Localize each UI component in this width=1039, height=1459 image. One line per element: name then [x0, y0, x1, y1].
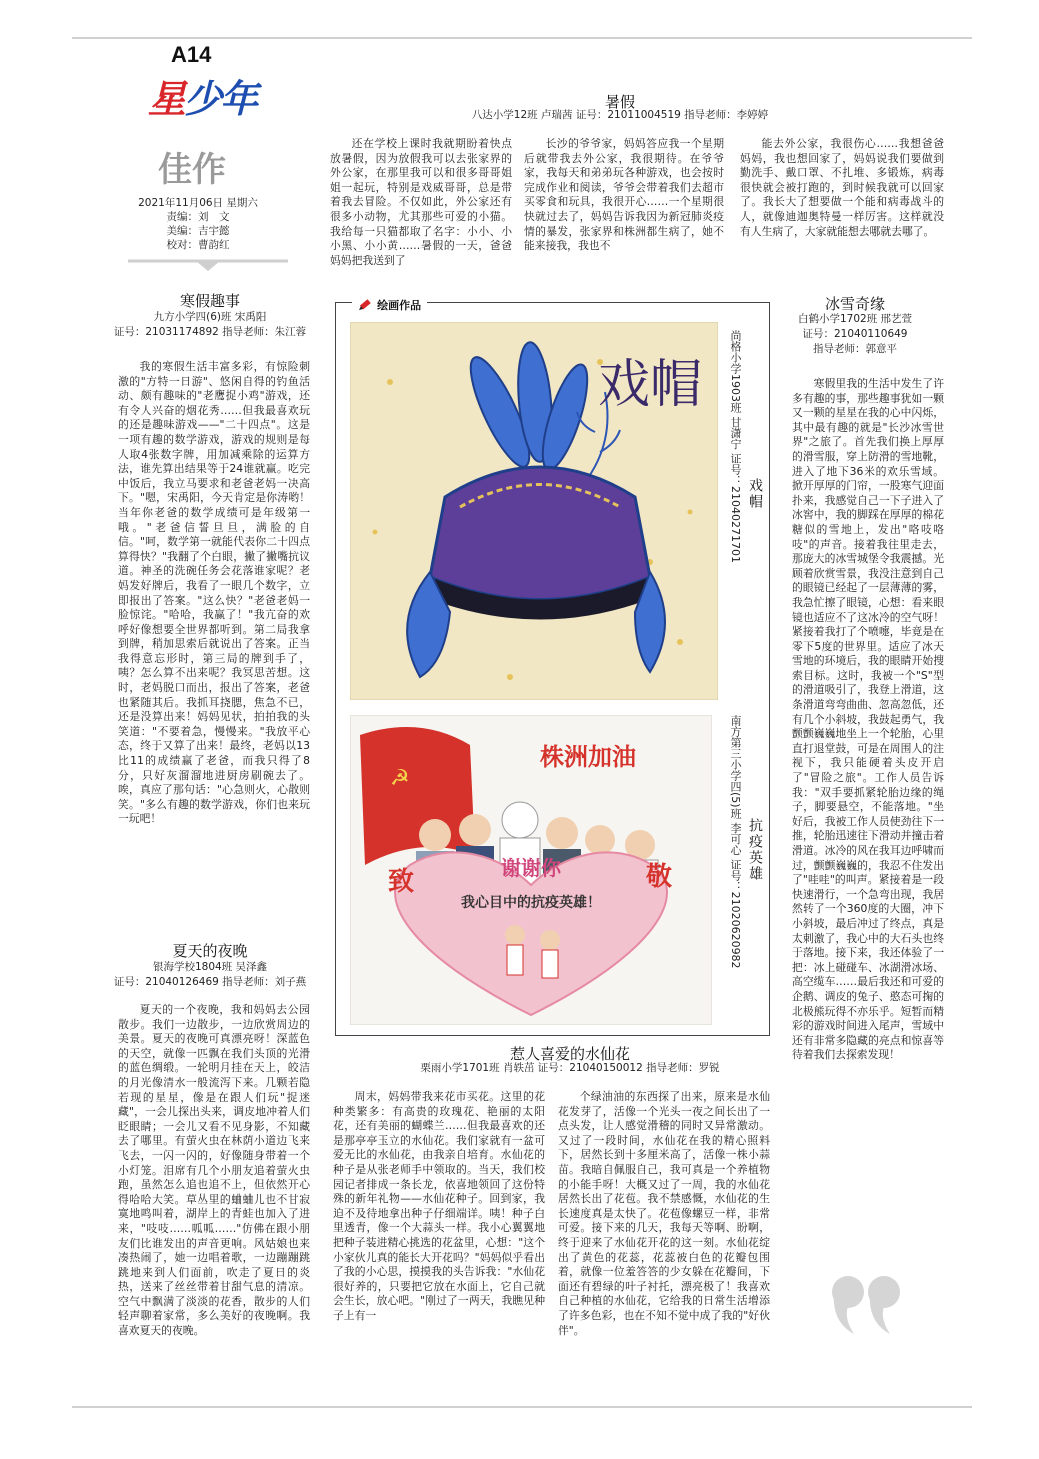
artwork-anti-epidemic	[350, 715, 712, 1025]
svg-text:☭: ☭	[390, 766, 410, 791]
narcissus-col-1: 周末，妈妈带我来花市买花。这里的花种类繁多：有高贵的玫瑰花、艳丽的太阳花，还有美丽的蝴蝶兰……但我最喜欢的还是那亭亭玉立的水仙花。我们家就有一盆可爱无比的水仙花，由我亲自培育。水仙花的种子是从张老师手中领取的。当天，我们校园记者排成一条长龙，依喜地领回了这份特殊的新年礼物——水仙花种子。回到家，我迫不及待地拿出种子仔细端详。咦！种子白里透青，像一个大蒜头一样。我小心翼翼地把种子装进精心挑选的花盆里，心想："这个小家伙儿真的能长大开花吗？"妈妈似乎看出了我的小心思，摸摸我的头告诉我："水仙花很好养的，只要把它放在水面上，它自己就会生长，放心吧。"刚过了一两天，我瞧见种子上有一	[333, 1090, 545, 1322]
ice-snow-title: 冰雪奇缘	[824, 295, 885, 313]
winter-fun-body: 我的寒假生活丰富多彩，有惊险刺激的"方特一日游"、悠闲自得的钓鱼活动、颇有趣味的"老鹰捉小鸡"游戏，还有令人兴奋的烟花秀……但我最喜欢玩的还是趣味游戏——"二十四点"。这是一项有趣的数学游戏，游戏的规则是每人取4张数字牌，用加减乘除的运算方法，谁先算出结果等于24谁就赢。吃完中饭后，我立马要求和老爸老妈一决高下。"嗯，宋禹阳，今天肯定是你涛哟！当年你老爸的数学成绩可是年级第一哦。"老爸信誓旦旦，满脸的自信。"呵，数学第一就能代表你二十四点算得快？"我翻了个白眼，撇了撇嘴抗议道。神圣的洗碗任务会花落谁家呢？老妈发好牌后，我看了一眼几个数字，立即报出了答案。"这么快？"老爸老妈一脸惊诧。"哈哈，我赢了！"我亢奋的欢呼好像想要全世界都听到。第二局我拿到牌，稍加思索后就说出了答案。正当我得意忘形时，第三局的牌到手了，咦？怎么算不出来呢？我冥思苦想。这时，老妈脱口而出，报出了答案，老爸也紧随其后。我抓耳挠腮，焦急不已，还是没算出来！妈妈见状，拍拍我的头笑道："不要着急，慢慢来。"我放平心态，终于又算了出来！最终，老妈以13比11的成绩赢了老爸，而我只得了8分，只好灰溜溜地进厨房刷碗去了。唉，真应了那句话："心急则火，心散则笑。"多么有趣的数学游戏，你们也来玩一玩吧！	[118, 360, 310, 826]
logo-char-3: 年	[220, 77, 257, 121]
page-number: A14	[171, 42, 212, 67]
section-title: 佳作	[158, 150, 226, 190]
bottom-rule	[72, 1406, 972, 1408]
summer-col-2: 长沙的爷爷家，妈妈答应我一个星期后就带我去外公家，我很期待。在爷爷家，我每天和弟弟玩各种游戏，也会按时完成作业和阅读，爷爷会带着我们去超市买零食和玩具，我很开心……一个星期很快就过去了，妈妈告诉我因为新冠肺炎疫情的暴发，张家界和株洲都生病了，她不能来接我，我也不	[524, 137, 724, 253]
artwork2-right-char: 敬	[646, 862, 673, 892]
summer-col-1: 还在学校上课时我就期盼着快点放暑假，因为放假我可以去张家界的外公家，在那里我可以和很多哥哥姐姐一起玩，特别是戏威哥哥，总是带着我去冒险。不仅如此，外公家还有很多小动物，尤其那些可爱的小猫。我给每一只猫都取了名字：小小、小小黑、小小黄……暑假的一天，爸爸妈妈把我送到了	[330, 137, 512, 267]
masthead-divider	[128, 253, 288, 273]
artwork1-title: 戏帽	[747, 478, 763, 510]
proofreader: 校对：曹韵红	[166, 239, 230, 251]
editor: 责编：刘 文	[166, 211, 230, 223]
narcissus-col-2: 个绿油油的东西探了出来，原来是水仙花发芽了，活像一个光头一夜之间长出了一点头发，让人感觉滑稽的同时又异常激动。又过了一段时间，水仙花在我的精心照料下，居然长到十多厘米高了，活像一株小蒜苗。我暗自佩服自己，我可真是一个养植物的小能手呀！大概又过了一周，我的水仙花居然长出了花苞。我不禁感慨，水仙花的生长速度真是太快了。花苞像螺豆一样，非常可爱。接下来的几天，我每天等啊、盼啊，终于迎来了水仙花开花的这一刻。水仙花绽出了黄色的花蕊，花蕊被白色的花瓣包围着，就像一位羞答答的少女躲在花瓣间，下面还有碧绿的叶子衬托，漂亮极了！我喜欢自己种植的水仙花，它给我的日常生活增添了许多色彩，也在不知不觉中成了我的"好伙伴"。	[558, 1090, 770, 1337]
artwork2-byline: 南方第三小学四(5)班 李可心 证号：21020620982	[729, 715, 742, 969]
artwork-opera-hat	[350, 322, 718, 700]
summer-byline: 八达小学12班 卢瑞茜 证号：21011004519 指导老师：李婷婷	[471, 109, 769, 121]
winter-fun-byline-1: 九方小学四(6)班 宋禹阳	[153, 311, 267, 323]
narcissus-title: 惹人喜爱的水仙花	[509, 1045, 630, 1063]
issue-date: 2021年11月06日 星期六	[138, 197, 258, 209]
summer-night-byline-1: 银海学校1804班 吴泽鑫	[152, 961, 268, 973]
section-logo	[148, 68, 256, 123]
artwork2-banner: 株洲加油	[540, 743, 636, 771]
quote-mark-icon	[828, 1272, 908, 1342]
summer-night-body: 夏天的一个夜晚，我和妈妈去公园散步。我们一边散步，一边欣赏周边的美景。夏天的夜晚可真漂亮呀！深蓝色的天空，就像一匹飘在我们头顶的光滑的蓝色绸缎。一轮明月挂在天上，皎洁的月光像清水一般流泻下来。几颗若隐若现的星星，像是在跟人们玩"捉迷藏"，一会儿探出头来，调皮地冲着人们眨眼睛；一会儿又看不见身影，不知藏去了哪里。有萤火虫在林荫小道边飞来飞去，一闪一闪的，好像随身带着一个小灯笼。泪席有几个小朋友追着萤火虫跑，虽然怎么追也追不上，但依然开心得哈哈大笑。草丛里的蛐蛐儿也不甘寂寞地鸣叫着，湖岸上的青蛙也加入了进来，"吱吱……呱呱……"仿佛在跟小朋友们比谁发出的声音更响。风姑娘也来凑热闹了，她一边唱着歌，一边蹦蹦跳跳地来到人们面前，吹走了夏日的炎热，送来了丝丝带着甘甜气息的清凉。空气中飘满了淡淡的花香，散步的人们轻声聊着家常，多么美好的夜晚啊。我喜欢夏天的夜晚。	[118, 1003, 310, 1338]
artwork2-left-char: 致	[388, 867, 415, 897]
summer-night-title: 夏天的夜晚	[172, 942, 248, 960]
ice-snow-body: 寒假里我的生活中发生了许多有趣的事，那些趣事犹如一颗又一颗的星星在我的心中闪烁，其中最有趣的就是"长沙冰雪世界"之旅了。首先我们换上厚厚的滑雪服，穿上防滑的雪地靴，进入了地下36米的欢乐雪域。掀开厚厚的门帘，一股寒气迎面扑来，我感觉自己一下子进入了冰窖中，我的脚踩在厚厚的棉花糖似的雪地上，发出"咯吱咯吱"的声音。接着我往里走去，那庞大的冰雪城堡令我震撼。光顾着欣赏雪景，我没注意到自己的眼镜已经起了一层薄薄的雾，我急忙擦了眼镜，心想：看来眼镜也适应不了这冰冷的空气呀！紧接着我打了个喷嚏，毕竟是在零下5度的世界里。适应了冰天雪地的环境后，我的眼睛开始搜索目标。这时，我被一个"S"型的滑道吸引了，我登上滑道，这条滑道弯弯曲曲、忽高忽低，还有几个小斜坡，我鼓起勇气，我颤颤巍巍地坐上一个轮胎，心里直打退堂鼓，可是在周围人的注视下，我只能硬着头皮开启了"冒险之旅"。工作人员告诉我："双手要抓紧轮胎边缘的绳子，脚要悬空，不能落地。"坐好后，我被工作人员使劲往下一推，轮胎迅速往下滑动并撞击着滑道。冰冷的风在我耳边呼啸而过，颤颤巍巍的，我忍不住发出了"哇哇"的叫声。紧接着是一段快速滑行，一个急弯出现，我居然转了一个360度的大圈，冲下小斜坡，最后冲过了终点，真是太刺激了，我心中的大石头也终于落地。接下来，我还体验了一把：冰上碰碰车、冰湖滑冰场、高空缆车……最后我还和可爱的企鹅、调皮的兔子、憨态可掬的北极熊玩得不亦乐乎。短暂而精彩的游戏时间进入尾声，雪域中还有非常多隐藏的亮点和惊喜等待着我们去探索发现！	[792, 377, 944, 1062]
ice-snow-byline-2: 证号：21040110649	[802, 328, 908, 340]
artwork-calligraphy-1: 戏帽	[597, 355, 703, 415]
logo-char-2: 少	[184, 77, 221, 121]
designer: 美编：吉宇懿	[166, 225, 230, 237]
issue-meta	[118, 196, 278, 252]
winter-fun-byline-2: 证号：21031174892 指导老师：朱江蓉	[113, 326, 307, 338]
artwork2-slogan: 我心目中的抗疫英雄！	[461, 895, 601, 911]
winter-fun-title: 寒假趣事	[179, 292, 240, 310]
summer-title: 暑假	[604, 93, 635, 111]
artwork2-title: 抗疫英雄	[747, 818, 763, 882]
summer-night-byline-2: 证号：21040126469 指导老师：刘子燕	[113, 976, 307, 988]
ice-snow-byline-3: 指导老师：郭意平	[813, 343, 897, 355]
narcissus-byline: 栗雨小学1701班 肖轶茁 证号：21040150012 指导老师：罗锐	[420, 1062, 720, 1074]
ice-snow-byline-1: 白鹤小学1702班 邢艺萱	[797, 313, 913, 325]
summer-col-3: 能去外公家，我很伤心……我想爸爸妈妈，我也想回家了，妈妈说我们要做到勤洗手、戴口罩、不扎堆、多锻炼，病毒很快就会被打跑的，到时候我就可以回家了。我长大了想要做一个能和病毒战斗的人，就像迪迦奥特曼一样厉害。这样就没有人生病了，大家就能想去哪就去哪了。	[740, 137, 944, 238]
pencil-icon	[358, 297, 372, 311]
art-section-label: 绘画作品	[352, 294, 427, 313]
artwork1-byline: 尚格小学1903班 甘潇宁 证号：21040271701	[729, 330, 742, 563]
artwork2-heart-text: 谢谢你	[501, 856, 561, 880]
top-rule	[72, 37, 972, 39]
logo-char-1: 星	[148, 77, 185, 121]
